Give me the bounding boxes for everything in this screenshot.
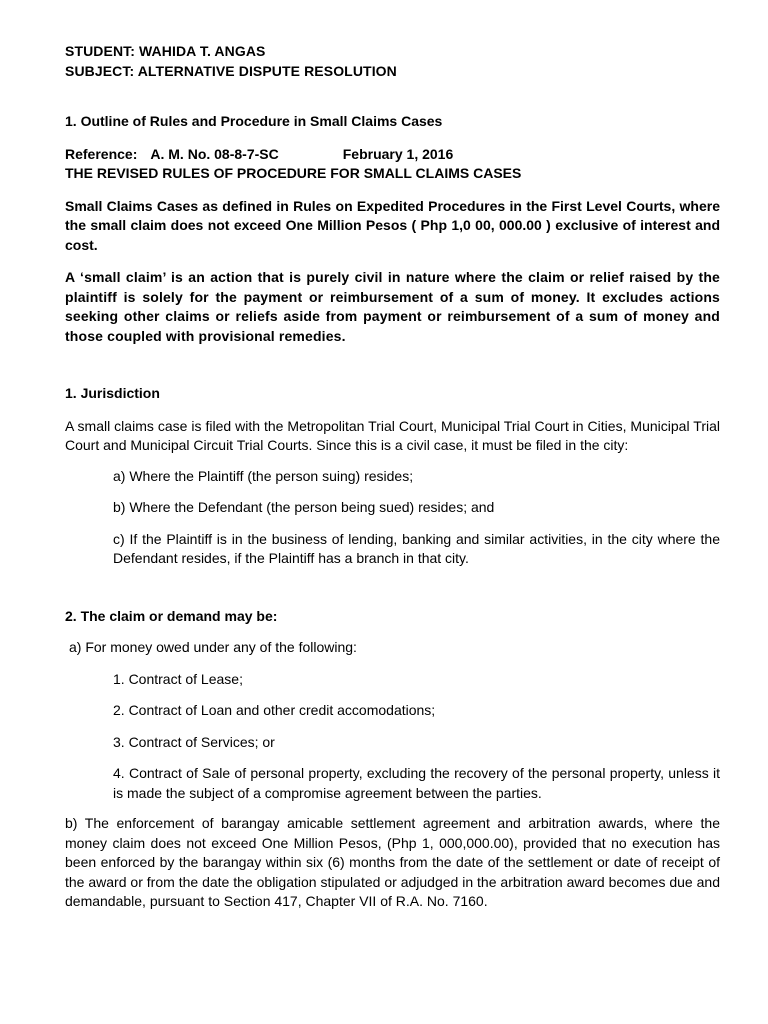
document-header xyxy=(65,42,720,81)
outline-title: 1. Outline of Rules and Procedure in Small Claims Cases xyxy=(65,113,443,129)
contracts-list xyxy=(65,670,720,804)
reference-number: A. M. No. 08-8-7-SC xyxy=(150,145,279,162)
list-item: 3. Contract of Services; or xyxy=(113,733,275,750)
subject-line: SUBJECT: ALTERNATIVE DISPUTE RESOLUTION xyxy=(65,62,397,79)
claim-heading: 2. The claim or demand may be: xyxy=(65,607,278,624)
rules-title: THE REVISED RULES OF PROCEDURE FOR SMALL CLAIMS CASES xyxy=(65,165,522,181)
list-item: b) Where the Defendant (the person being sued) resides; and xyxy=(113,499,495,515)
list-item: 4. Contract of Sale of personal property, excluding the recovery of the personal property, unless it is made the subject of a compromise agreement between the parties. xyxy=(113,765,720,801)
list-item: a) Where the Plaintiff (the person suing) resides; xyxy=(113,467,414,484)
jurisdiction-heading: 1. Jurisdiction xyxy=(65,385,160,401)
list-item: 2. Contract of Loan and other credit accomodations; xyxy=(113,702,436,718)
reference-line xyxy=(65,145,720,165)
list-item: c) If the Plaintiff is in the business of lending, banking and similar activities, in the city where the Defendant resides, if the Plaintiff has a branch in that city. xyxy=(113,530,720,566)
document-page xyxy=(65,42,720,912)
reference-date: February 1, 2016 xyxy=(342,145,454,162)
jurisdiction-list xyxy=(65,467,720,569)
jurisdiction-paragraph: A small claims case is filed with the Metropolitan Trial Court, Municipal Trial Court in Cities, Municipal Trial Court and Municipal Circuit Trial Courts. Since this is a civil case, it must be filed in the city: xyxy=(65,417,720,453)
enforcement-paragraph: b) The enforcement of barangay amicable settlement agreement and arbitration awards, where the money claim does not exceed One Million Pesos, (Php 1, 000,000.00), provided that no execution has been enforced by the barangay within six (6) months from the date of the settlement or date of receipt of the award or from the date the obligation stipulated or adjudged in the arbitration award becomes due and demandable, pursuant to Section 417, Chapter VII of R.A. No. 7160. xyxy=(65,815,720,909)
money-owed-line: a) For money owed under any of the following: xyxy=(69,639,357,655)
definition-paragraph: Small Claims Cases as defined in Rules on Expedited Procedures in the First Level Courts, where the small claim does not exceed One Million Pesos ( Php 1,0 00, 000.00 ) exclusive of interest and cost. xyxy=(65,197,720,253)
student-line: STUDENT: WAHIDA T. ANGAS xyxy=(65,43,266,59)
small-claim-paragraph: A ‘small claim’ is an action that is purely civil in nature where the claim or relief raised by the plaintiff is solely for the payment or reimbursement of a sum of money. It excludes actions seeking other claims or reliefs aside from payment or reimbursement of a sum of money and those coupled with provisional remedies. xyxy=(65,269,720,344)
list-item: 1. Contract of Lease; xyxy=(113,670,243,687)
reference-label: Reference: xyxy=(65,145,138,162)
